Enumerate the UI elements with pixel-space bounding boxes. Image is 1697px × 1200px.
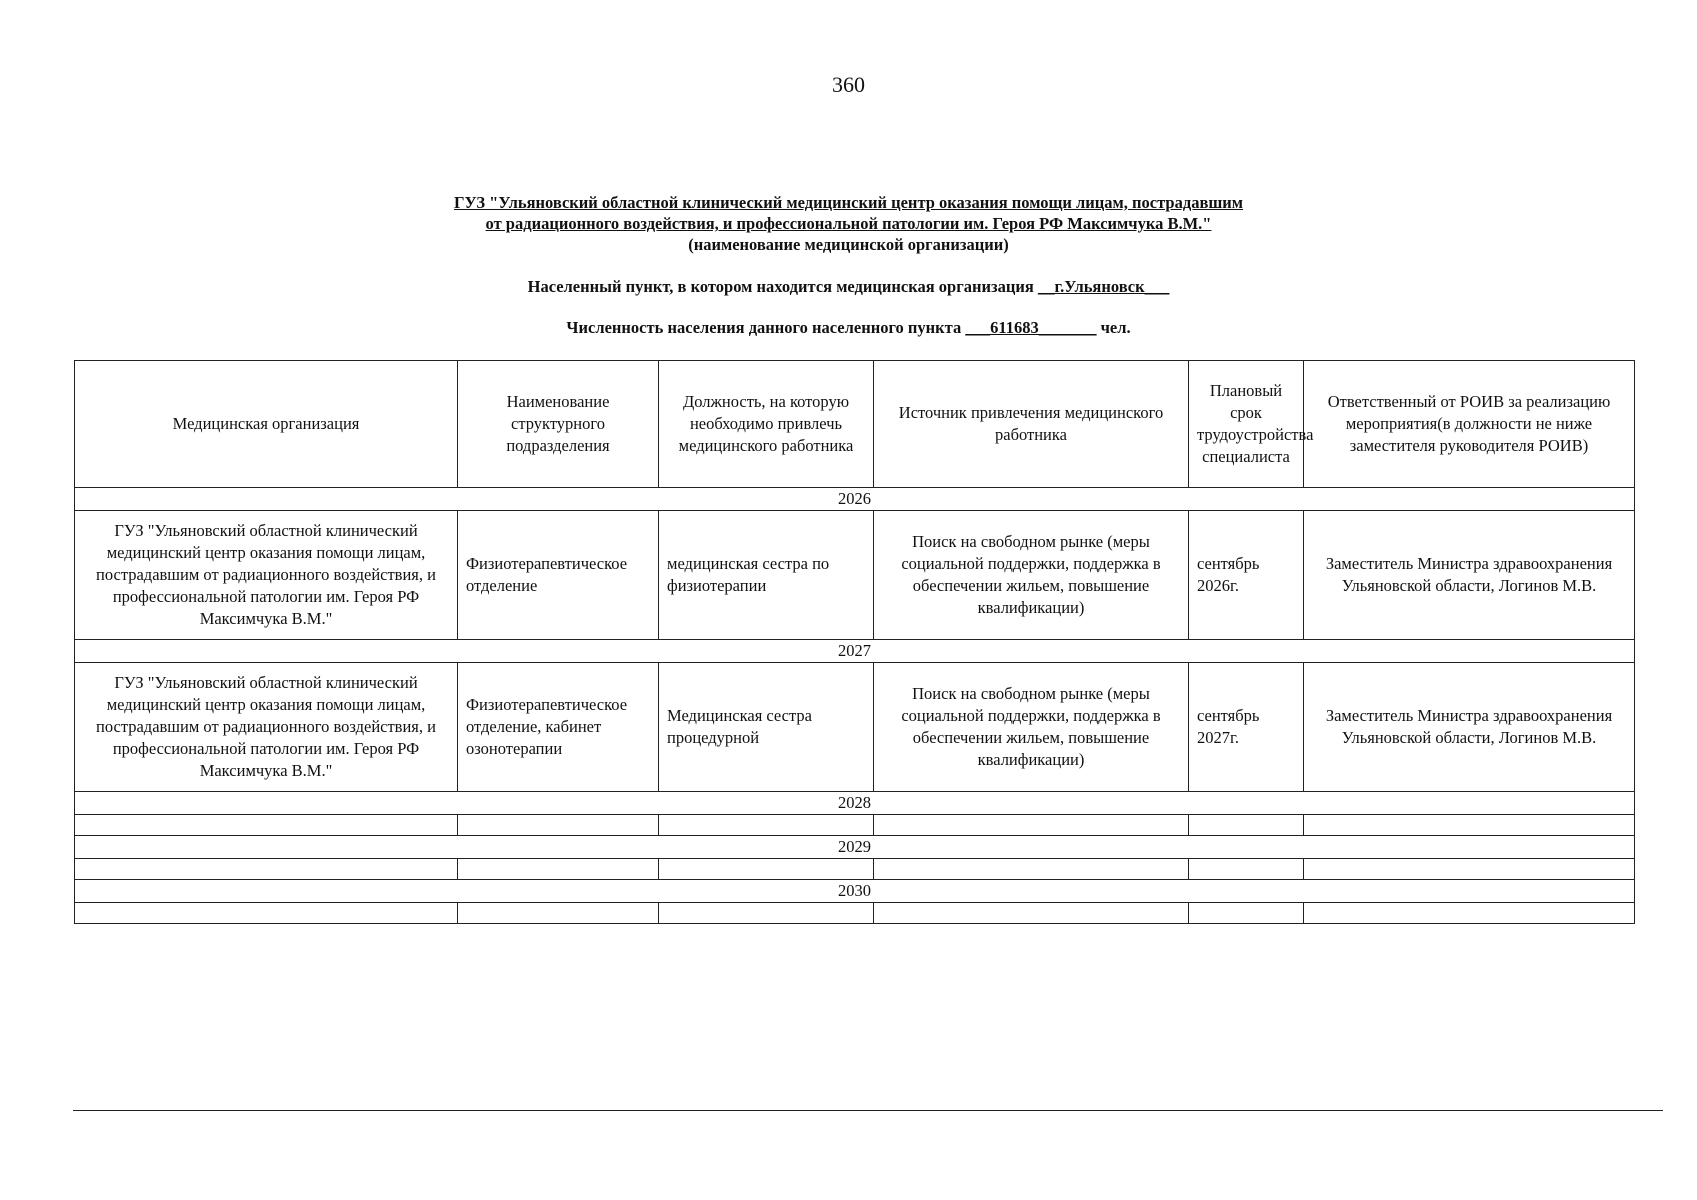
empty-cell [874, 859, 1189, 880]
column-header-responsible: Ответственный от РОИВ за реализацию мероприятия(в должности не ниже заместителя руководителя РОИВ) [1304, 361, 1635, 488]
empty-cell [458, 815, 659, 836]
population-value: ___611683_______ [965, 318, 1097, 337]
year-label: 2028 [75, 792, 1635, 815]
column-header-position: Должность, на которую необходимо привлечь медицинского работника [659, 361, 874, 488]
cell-unit: Физиотерапевтическое отделение [458, 511, 659, 640]
empty-cell [1304, 815, 1635, 836]
cell-source: Поиск на свободном рынке (меры социальной поддержки, поддержка в обеспечении жильем, повышение квалификации) [874, 511, 1189, 640]
empty-cell [75, 903, 458, 924]
settlement-label: Населенный пункт, в котором находится медицинская организация [527, 277, 1034, 296]
year-row-2029 [75, 836, 1635, 859]
empty-cell [458, 903, 659, 924]
org-name-line-2: от радиационного воздействия, и профессиональной патологии им. Героя РФ Максимчука В.М." [485, 214, 1212, 233]
empty-cell [874, 903, 1189, 924]
footer-divider [73, 1110, 1663, 1111]
empty-cell [1304, 859, 1635, 880]
empty-cell [75, 815, 458, 836]
empty-cell [659, 903, 874, 924]
empty-cell [458, 859, 659, 880]
empty-cell [1189, 903, 1304, 924]
settlement-value: __г.Ульяновск___ [1037, 277, 1170, 296]
empty-cell [1189, 815, 1304, 836]
column-header-unit: Наименование структурного подразделения [458, 361, 659, 488]
table-row-empty [75, 903, 1635, 924]
document-header [0, 192, 1697, 255]
population-label: Численность населения данного населенного пункта [566, 318, 962, 337]
empty-cell [1189, 859, 1304, 880]
settlement-line [0, 277, 1697, 297]
cell-position: медицинская сестра по физиотерапии [659, 511, 874, 640]
org-name-line-1: ГУЗ "Ульяновский областной клинический медицинский центр оказания помощи лицам, пострадавшим [453, 193, 1244, 212]
cell-position: Медицинская сестра процедурной [659, 663, 874, 792]
cell-org: ГУЗ "Ульяновский областной клинический медицинский центр оказания помощи лицам, пострадавшим от радиационного воздействия, и профессиональной патологии им. Героя РФ Максимчука В.М." [75, 663, 458, 792]
year-label: 2027 [75, 640, 1635, 663]
year-row-2030 [75, 880, 1635, 903]
cell-source: Поиск на свободном рынке (меры социальной поддержки, поддержка в обеспечении жильем, повышение квалификации) [874, 663, 1189, 792]
column-header-source: Источник привлечения медицинского работника [874, 361, 1189, 488]
empty-cell [75, 859, 458, 880]
cell-org: ГУЗ "Ульяновский областной клинический медицинский центр оказания помощи лицам, пострадавшим от радиационного воздействия, и профессиональной патологии им. Героя РФ Максимчука В.М." [75, 511, 458, 640]
column-header-org: Медицинская организация [75, 361, 458, 488]
page-number: 360 [832, 72, 865, 97]
cell-responsible: Заместитель Министра здравоохранения Ульяновской области, Логинов М.В. [1304, 663, 1635, 792]
empty-cell [1304, 903, 1635, 924]
population-unit: чел. [1100, 318, 1131, 337]
cell-term: сентябрь 2026г. [1189, 511, 1304, 640]
staffing-plan-table [74, 360, 1635, 924]
column-header-term: Плановый срок трудоустройства специалиста [1189, 361, 1304, 488]
table-row [75, 663, 1635, 792]
empty-cell [874, 815, 1189, 836]
year-row-2028 [75, 792, 1635, 815]
table-row [75, 511, 1635, 640]
cell-unit: Физиотерапевтическое отделение, кабинет озонотерапии [458, 663, 659, 792]
table-header-row [75, 361, 1635, 488]
year-label: 2026 [75, 488, 1635, 511]
empty-cell [659, 859, 874, 880]
year-label: 2030 [75, 880, 1635, 903]
cell-term: сентябрь 2027г. [1189, 663, 1304, 792]
year-row-2027 [75, 640, 1635, 663]
year-row-2026 [75, 488, 1635, 511]
population-line [0, 318, 1697, 338]
year-label: 2029 [75, 836, 1635, 859]
empty-cell [659, 815, 874, 836]
table-row-empty [75, 859, 1635, 880]
org-name-caption: (наименование медицинской организации) [688, 235, 1009, 254]
table-row-empty [75, 815, 1635, 836]
cell-responsible: Заместитель Министра здравоохранения Ульяновской области, Логинов М.В. [1304, 511, 1635, 640]
